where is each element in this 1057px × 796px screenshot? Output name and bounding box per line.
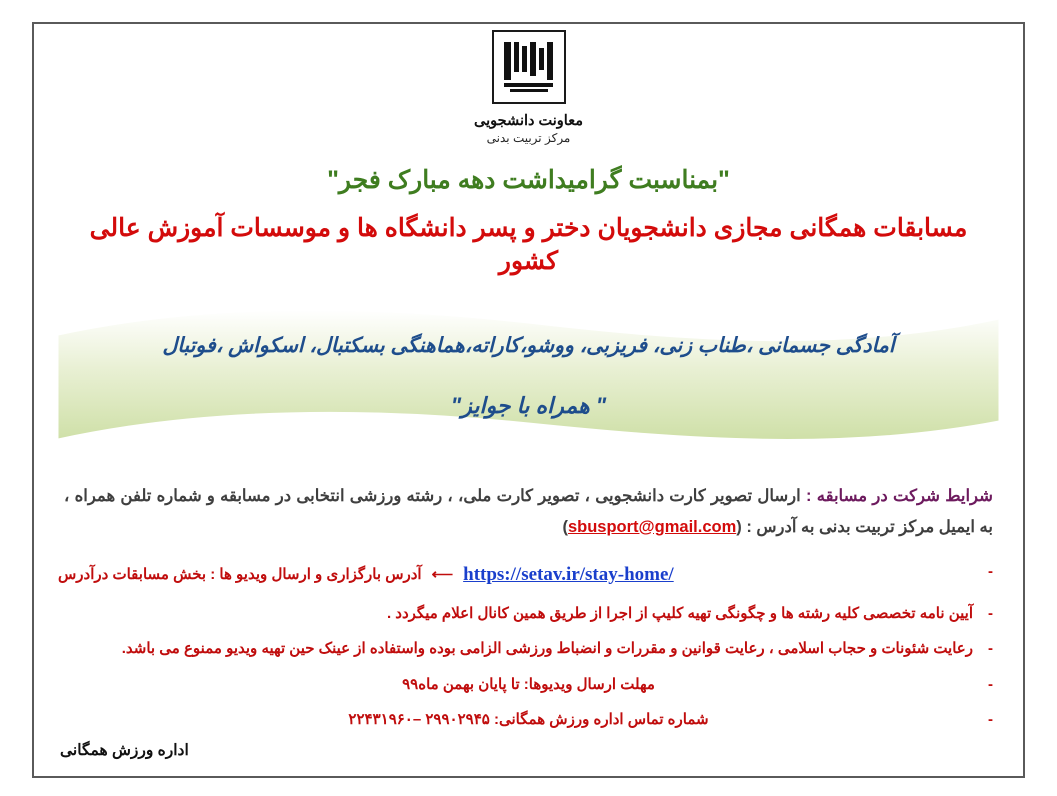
list-item-regulations [58, 601, 999, 627]
list-item-upload-address [58, 559, 999, 591]
phone-text: شماره تماس اداره ورزش همگانی: ۲۹۹۰۲۹۴۵ –۲۲۴۳۱۹۶۰ [348, 711, 709, 729]
headline-main-title: مسابقات همگانی مجازی دانشجویان دختر و پسر دانشگاه ها و موسسات آموزش عالی کشور [89, 214, 968, 275]
poster-content [18, 14, 1039, 733]
bullet-dash-icon: - [988, 604, 993, 622]
regulations-text: آیین نامه تخصصی کلیه رشته ها و چگونگی تهیه کلیپ از اجرا از طریق همین کانال اعلام میگردد . [386, 604, 973, 622]
logo-caption-line1: معاونت دانشجویی [474, 113, 583, 129]
conditions-text: ارسال تصویر کارت دانشجویی ، تصویر کارت ملی، ، رشته ورزشی انتخابی در مسابقه و شماره تلفن همراه ، به ایمیل مرکز تربیت بدنی به آدرس : ( [64, 487, 993, 536]
logo-caption-line2: مرکز تربیت بدنی [486, 131, 571, 145]
arrow-left-icon: ⟵ [431, 565, 454, 583]
rules-list [58, 559, 999, 733]
bullet-dash-icon: - [988, 675, 993, 693]
bullet-dash-icon: - [988, 562, 993, 580]
poster-body [58, 481, 999, 733]
bullet-dash-icon: - [988, 640, 993, 658]
headline-occasion: "بمناسبت گرامیداشت دهه مبارک فجر" [327, 166, 730, 194]
list-item-deadline [58, 672, 999, 698]
shahid-beheshti-university-emblem-icon [492, 30, 566, 104]
wave-banner [58, 301, 999, 451]
prizes-note: " همراه با جوایز" [450, 393, 607, 418]
conditions-label: شرایط شرکت در مسابقه : [806, 487, 993, 505]
dress-code-text: رعایت شئونات و حجاب اسلامی ، رعایت قوانین و مقررات و انضباط ورزشی الزامی بوده واستفاده از عینک حین تهیه ویدیو ممنوع می باشد. [121, 640, 973, 658]
upload-address-label: آدرس بارگزاری و ارسال ویدیو ها : بخش مسابقات درآدرس [58, 565, 422, 583]
competition-url-link[interactable]: https://setav.ir/stay-home/ [463, 563, 674, 585]
university-logo-block [58, 30, 999, 145]
upload-address-row [58, 559, 973, 591]
conditions-text-tail: ) [562, 517, 568, 536]
bullet-dash-icon: - [988, 711, 993, 729]
list-item-dress-code [58, 636, 999, 662]
list-item-phone [58, 707, 999, 733]
contact-email-link[interactable]: sbusport@gmail.com [567, 517, 737, 536]
participation-conditions [58, 481, 999, 542]
sports-list: آمادگی جسمانی ،طناب زنی، فریزبی، ووشو،کاراته،هماهنگی بسکتبال، اسکواش ،فوتبال [162, 334, 895, 357]
deadline-text: مهلت ارسال ویدیوها: تا پایان بهمن ماه۹۹ [402, 675, 655, 693]
footer-office-name: اداره ورزش همگانی [60, 742, 189, 759]
wave-banner-text [58, 301, 999, 419]
